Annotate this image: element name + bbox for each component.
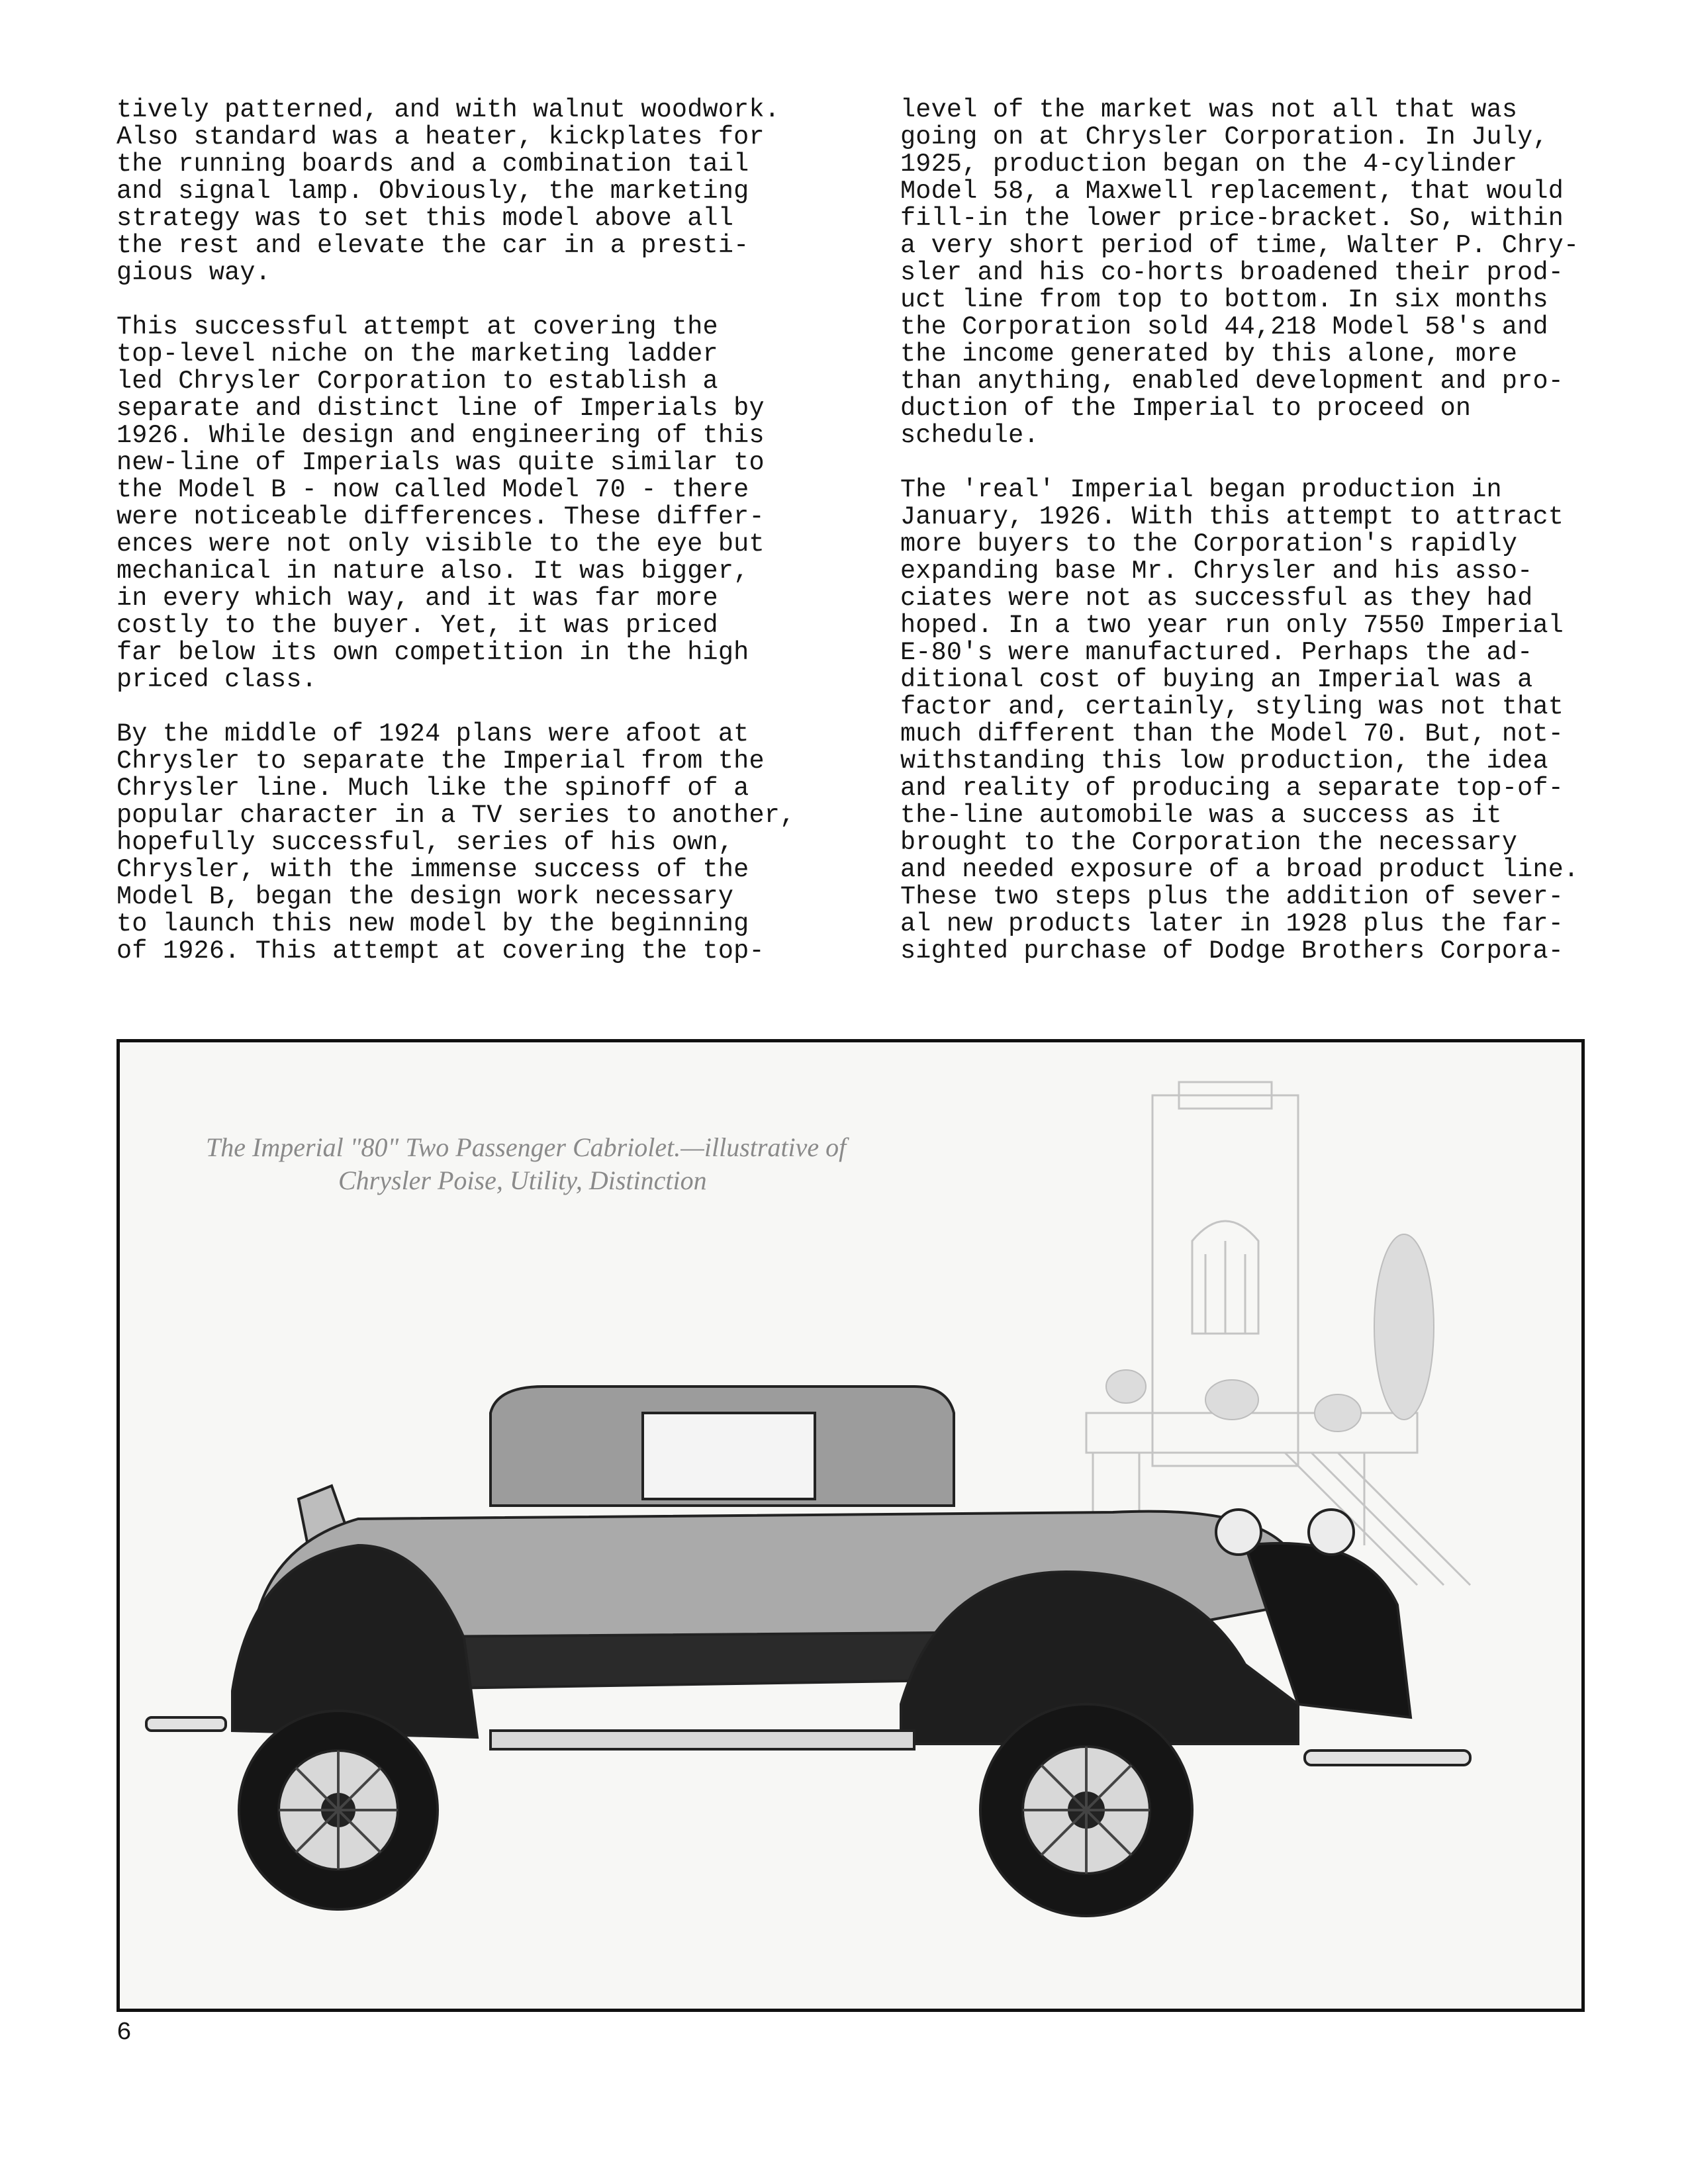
figure-caption-line-1: The Imperial "80" Two Passenger Cabriolet.—illustrative of <box>206 1132 847 1162</box>
page-number: 6 <box>117 2019 132 2047</box>
figure-caption-line-2: Chrysler Poise, Utility, Distinction <box>338 1165 707 1195</box>
cabriolet-illustration <box>117 1039 1585 2012</box>
right-text-column <box>900 97 1635 992</box>
paragraph: The 'real' Imperial began production in January, 1926. With this attempt to attract more buyers to the Corporation's rapidly expanding base Mr. Chrysler and his asso- ciates were not as successful as they had hoped. In a two year run only 7550 Imperial E-80's were manufactured. Perhaps the ad- ditional cost of buying an Imperial was a factor and, certainly, styling was not that much different than the Model 70. But, not- withstanding this low production, the idea and reality of producing a separate top-of- the-line automobile was a success as it brought to the Corporation the necessary and needed exposure of a broad product line. These two steps plus the addition of sever- al new products later in 1928 plus the far- sighted purchase of Dodge Brothers Corpora- <box>900 475 1579 966</box>
tree-sketches <box>1106 1234 1434 1432</box>
left-text-column <box>117 97 871 992</box>
paragraph: tively patterned, and with walnut woodwork. Also standard was a heater, kickplates for the running boards and a combination tail and signal lamp. Obviously, the marketing strategy was to set this model above all the rest and elevate the car in a presti- gious way. <box>117 95 780 287</box>
paragraph: By the middle of 1924 plans were afoot at Chrysler to separate the Imperial from the Chrysler line. Much like the spinoff of a popular character in a TV series to another, hopefully successful, series of his own, Chrysler, with the immense success of the Model B, began the design work necessary to launch this new model by the beginning of 1926. This attempt at covering the top- <box>117 719 796 966</box>
paragraph: level of the market was not all that was going on at Chrysler Corporation. In July, 1925, production began on the 4-cylinder Model 58, a Maxwell replacement, that would fill-in the lower price-bracket. So, within a very short period of time, Walter P. Chry- sler and his co-horts broadened their prod- uct line from top to bottom. In six months the Corporation sold 44,218 Model 58's and the income generated by this alone, more than anything, enabled development and pro- duction of the Imperial to proceed on schedule. <box>900 95 1579 450</box>
paragraph: This successful attempt at covering the top-level niche on the marketing ladder led Chrysler Corporation to establish a separate and distinct line of Imperials by 1926. While design and engineering of this new-line of Imperials was quite similar to the Model B - now called Model 70 - there were noticeable differences. These differ- ences were not only visible to the eye but mechanical in nature also. It was bigger, in every which way, and it was far more costly to the buyer. Yet, it was priced far below its own competition in the high priced class. <box>117 312 765 694</box>
